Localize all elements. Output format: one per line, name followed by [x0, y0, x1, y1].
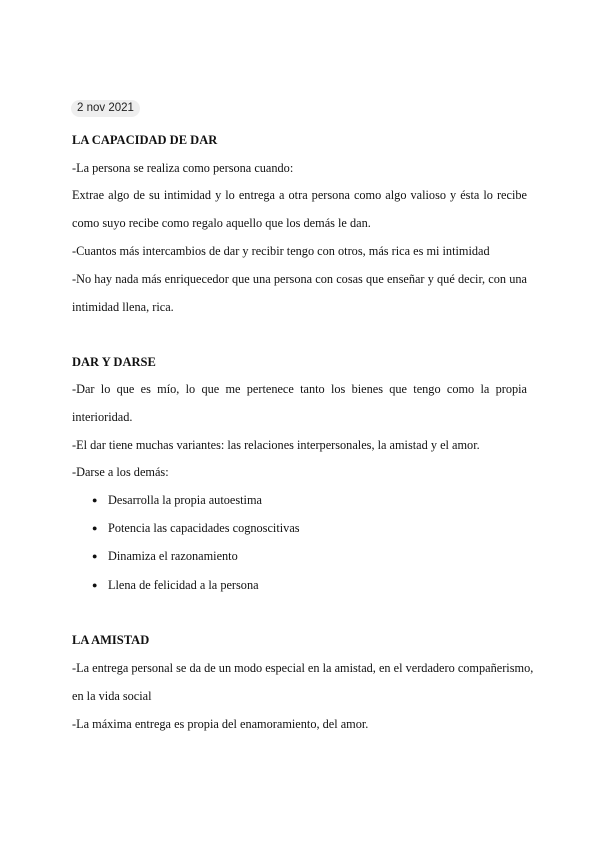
- list-item-text: Llena de felicidad a la persona: [108, 578, 259, 592]
- bullet-icon: ●: [92, 551, 98, 561]
- paragraph-line: en la vida social: [72, 689, 152, 703]
- list-item: [92, 548, 238, 564]
- paragraph-line: -La entrega personal se da de un modo especial en la amistad, en el verdadero compañerismo,: [72, 661, 534, 675]
- list-item: [92, 577, 259, 593]
- paragraph-line: interioridad.: [72, 410, 133, 424]
- heading-la-amistad: LA AMISTAD: [72, 633, 150, 647]
- paragraph-line: -La persona se realiza como persona cuando:: [72, 161, 294, 175]
- paragraph-line: -Dar lo que es mío, lo que me pertenece tanto los bienes que tengo como la propia: [72, 382, 527, 396]
- heading-dar-y-darse: DAR Y DARSE: [72, 355, 156, 369]
- heading-capacidad-de-dar: LA CAPACIDAD DE DAR: [72, 133, 218, 147]
- list-item-text: Potencia las capacidades cognoscitivas: [108, 521, 300, 535]
- list-item-text: Dinamiza el razonamiento: [108, 549, 238, 563]
- paragraph-line: -No hay nada más enriquecedor que una persona con cosas que enseñar y qué decir, con una: [72, 272, 527, 286]
- list-item: [92, 520, 300, 536]
- paragraph-line: como suyo recibe como regalo aquello que los demás le dan.: [72, 216, 371, 230]
- bullet-icon: ●: [92, 523, 98, 533]
- list-item: [92, 492, 262, 508]
- paragraph-line: -El dar tiene muchas variantes: las relaciones interpersonales, la amistad y el amor.: [72, 438, 480, 452]
- bullet-icon: ●: [92, 580, 98, 590]
- paragraph-line: -Darse a los demás:: [72, 465, 169, 479]
- bullet-icon: ●: [92, 495, 98, 505]
- paragraph-line: Extrae algo de su intimidad y lo entrega a otra persona como algo valioso y ésta lo recibe: [72, 188, 527, 202]
- paragraph-line: intimidad llena, rica.: [72, 300, 174, 314]
- list-item-text: Desarrolla la propia autoestima: [108, 493, 262, 507]
- date-chip: 2 nov 2021: [71, 100, 140, 117]
- paragraph-line: -Cuantos más intercambios de dar y recibir tengo con otros, más rica es mi intimidad: [72, 244, 490, 258]
- paragraph-line: -La máxima entrega es propia del enamoramiento, del amor.: [72, 717, 369, 731]
